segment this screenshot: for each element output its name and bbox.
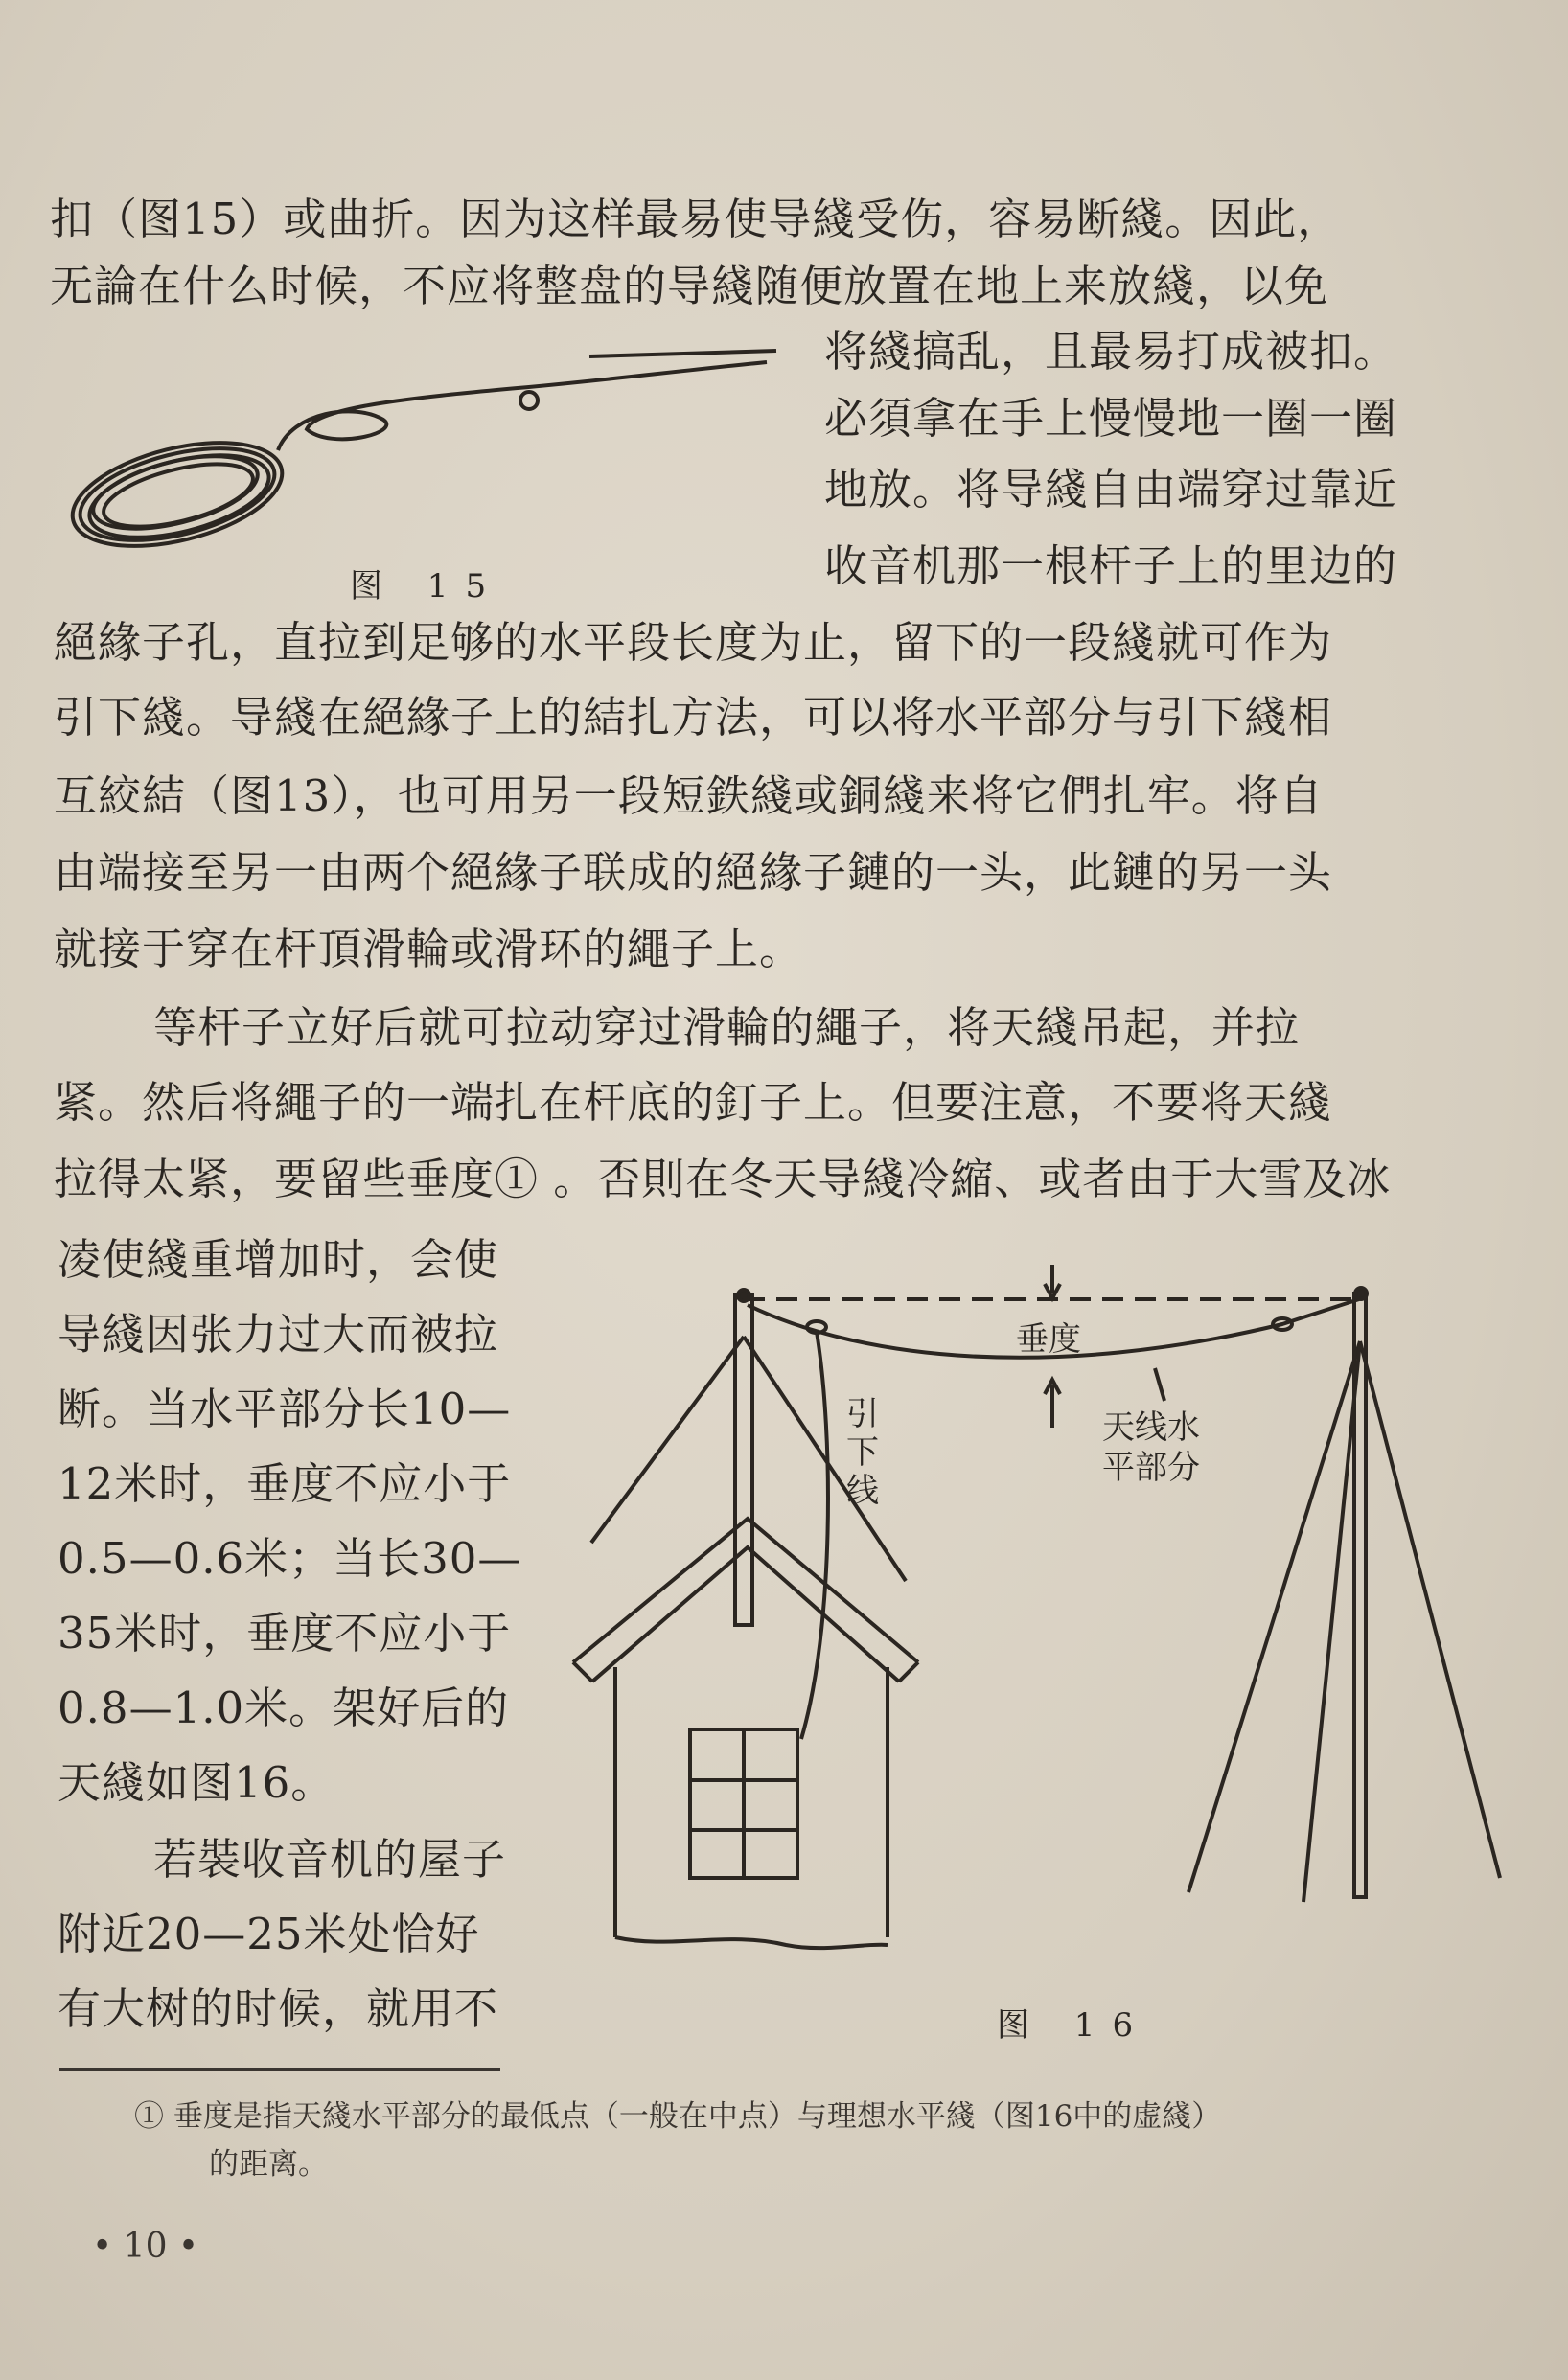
- text-line: 地放。将导綫自由端穿过靠近: [824, 464, 1398, 515]
- text-line: 凌使綫重增加时，会使: [58, 1234, 499, 1285]
- text-line: 将綫搞乱，且最易打成被扣。: [824, 326, 1398, 377]
- text-line: 紧。然后将繩子的一端扎在杆底的釘子上。但要注意，不要将天綫: [54, 1077, 1333, 1128]
- text-line: 絕緣子孔，直拉到足够的水平段长度为止，留下的一段綫就可作为: [54, 617, 1333, 668]
- figure-15-caption: 图 15: [350, 567, 504, 606]
- text-line: 扣（图15）或曲折。因为这样最易使导綫受伤，容易断綫。因此，: [50, 194, 1342, 244]
- text-line: 拉得太紧，要留些垂度① 。否則在冬天导綫冷縮、或者由于大雪及冰: [54, 1154, 1392, 1204]
- footnote-line: 的距离。: [209, 2147, 328, 2182]
- footnote-divider: [59, 2068, 500, 2071]
- downlead-label-text: 引下线: [846, 1395, 879, 1510]
- text-line: 就接于穿在杆頂滑輪或滑环的繩子上。: [54, 924, 804, 974]
- sag-label: 垂度: [1016, 1320, 1081, 1359]
- page-number: • 10 •: [92, 2227, 199, 2266]
- text-line: 无論在什么时候，不应将整盘的导綫随便放置在地上来放綫，以免: [50, 261, 1329, 311]
- text-line: 0.5—0.6米；当长30—: [58, 1533, 522, 1584]
- figure-16-caption: 图 16: [997, 2006, 1151, 2045]
- text-line: 引下綫。导綫在絕緣子上的結扎方法，可以将水平部分与引下綫相: [54, 692, 1333, 743]
- text-line: 35米时，垂度不应小于: [58, 1608, 512, 1659]
- text-line: 等杆子立好后就可拉动穿过滑輪的繩子，将天綫吊起，并拉: [153, 1002, 1301, 1053]
- text-line: 有大树的时候，就用不: [58, 1983, 499, 2034]
- text-line: 天綫如图16。: [58, 1757, 335, 1808]
- text-line: 互絞結（图13），也可用另一段短鉄綫或銅綫来将它們扎牢。将自: [54, 770, 1324, 821]
- text-line: 若裝收音机的屋子: [153, 1834, 507, 1885]
- text-line: 断。当水平部分长10—: [58, 1384, 512, 1434]
- text-line: 0.8—1.0米。架好后的: [58, 1682, 510, 1733]
- downlead-label: [843, 1395, 882, 1510]
- text-line: 由端接至另一由两个絕緣子联成的絕緣子鏈的一头，此鏈的另一头: [54, 847, 1333, 898]
- text-line: 附近20—25米处恰好: [58, 1909, 480, 1959]
- text-line: 必須拿在手上慢慢地一圈一圈: [824, 393, 1398, 444]
- horizontal-part-label-line2: 平部分: [1102, 1449, 1200, 1487]
- horizontal-part-label-line1: 天线水: [1102, 1408, 1200, 1447]
- text-line: 12米时，垂度不应小于: [58, 1458, 512, 1509]
- text-line: 导綫因张力过大而被拉: [58, 1309, 499, 1360]
- text-line: 收音机那一根杆子上的里边的: [824, 540, 1398, 591]
- footnote-line: ① 垂度是指天綫水平部分的最低点（一般在中点）与理想水平綫（图16中的虚綫）: [134, 2099, 1222, 2134]
